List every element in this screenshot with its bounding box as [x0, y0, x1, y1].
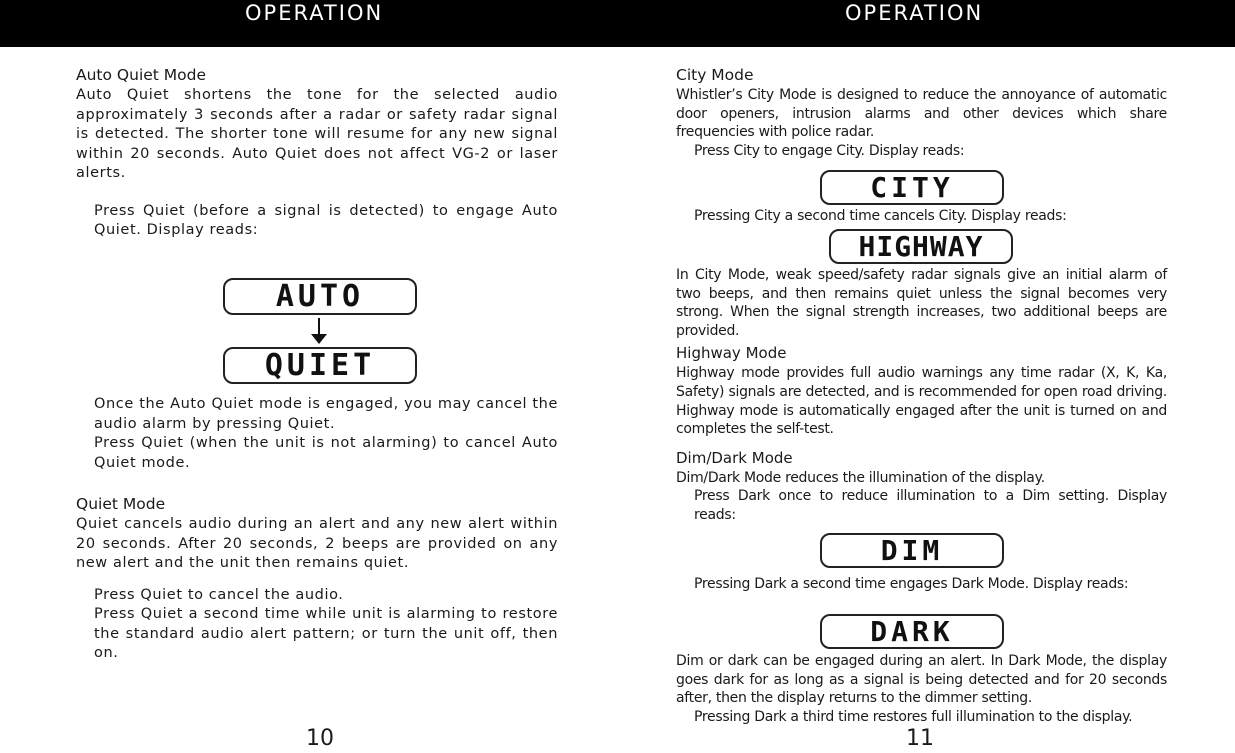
quiet-heading: Quiet Mode	[76, 495, 166, 513]
city-press: Press City to engage City. Display reads:	[694, 142, 965, 159]
right-page	[676, 64, 1167, 160]
dark-detail: Dim or dark can be engaged during an alert. In Dark Mode, the display goes dark for as long as a signal is being detected and for 20 seconds after, then the display returns to the dimmer setting.	[676, 653, 1167, 707]
display-dark: DARK	[820, 614, 1004, 649]
right-page-dark	[676, 575, 1167, 594]
highway-heading: Highway Mode	[676, 344, 787, 363]
quiet-press-2: Press Quiet a second time while unit is alarming to restore the standard audio alert pattern; or turn the unit off, then on.	[94, 606, 558, 661]
dim-press: Press Dark once to reduce illumination to a Dim setting. Display reads:	[694, 488, 1167, 523]
header-right-title: OPERATION	[845, 1, 984, 25]
display-auto: AUTO	[223, 278, 417, 315]
header-bar	[0, 0, 1235, 47]
highway-body: Highway mode provides full audio warnings any time radar (X, K, Ka, Safety) signals are detected, and is recommended for open road driving. Highway mode is automatically engaged after the unit is turned on and completes the self-test.	[676, 365, 1167, 438]
arrow-head-icon	[311, 334, 327, 344]
left-page	[76, 64, 558, 241]
city-press-again: Pressing City a second time cancels City. Display reads:	[694, 208, 1067, 224]
dark-restore: Pressing Dark a third time restores full illumination to the display.	[694, 708, 1133, 725]
right-page-middle	[676, 266, 1167, 525]
auto-quiet-cancel-1: Once the Auto Quiet mode is engaged, you may cancel the audio alarm by pressing Quiet.	[94, 396, 558, 432]
dim-dark-heading: Dim/Dark Mode	[676, 448, 793, 467]
quiet-press-1: Press Quiet to cancel the audio.	[94, 586, 344, 603]
auto-quiet-heading: Auto Quiet Mode	[76, 66, 207, 84]
display-quiet: QUIET	[223, 347, 417, 384]
dim-dark-body: Dim/Dark Mode reduces the illumination of the display.	[676, 469, 1045, 486]
page-number-left: 10	[306, 726, 334, 751]
display-city: CITY	[820, 170, 1004, 205]
city-body: Whistler’s City Mode is designed to reduce the annoyance of automatic door openers, intrusion alarms and other devices which share frequencies with police radar.	[676, 87, 1167, 141]
left-page-lower	[76, 395, 558, 664]
quiet-body: Quiet cancels audio during an alert and any new alert within 20 seconds. After 20 seconds, 2 beeps are provided on any new alert and the unit then remains quiet.	[76, 516, 558, 571]
auto-quiet-press: Press Quiet (before a signal is detected) to engage Auto Quiet. Display reads:	[94, 202, 558, 238]
city-heading: City Mode	[676, 66, 754, 84]
display-highway: HIGHWAY	[829, 229, 1013, 264]
header-left-title: OPERATION	[245, 1, 384, 25]
auto-quiet-body: Auto Quiet shortens the tone for the selected audio approximately 3 seconds after a radar or safety radar signal is detected. The shorter tone will resume for any new signal within 20 seconds. Auto Quiet does not affect VG-2 or laser alerts.	[76, 87, 558, 181]
dark-press: Pressing Dark a second time engages Dark Mode. Display reads:	[694, 576, 1129, 592]
right-page-bottom	[676, 652, 1167, 726]
page-number-right: 11	[906, 726, 934, 751]
city-detail: In City Mode, weak speed/safety radar signals give an initial alarm of two beeps, and then remains quiet unless the signal becomes very strong. When the signal strength increases, two additional beeps are provided.	[676, 267, 1167, 339]
right-page-city-2	[676, 207, 1167, 226]
auto-quiet-cancel-2: Press Quiet (when the unit is not alarming) to cancel Auto Quiet mode.	[94, 435, 558, 471]
display-dim: DIM	[820, 533, 1004, 568]
